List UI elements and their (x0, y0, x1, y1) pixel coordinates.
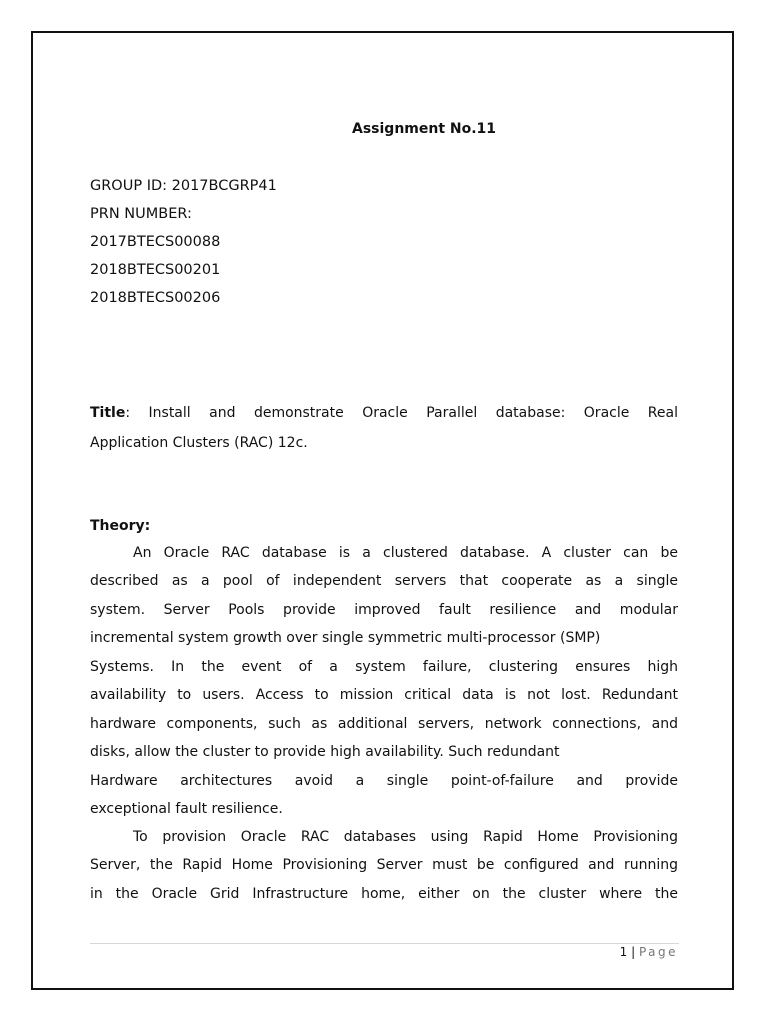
theory-line: Hardware architectures avoid a single point-of-failure and provide (90, 773, 678, 789)
theory-line: in the Oracle Grid Infrastructure home, either on the cluster where the (90, 886, 678, 902)
theory-line: hardware components, such as additional servers, network connections, and (90, 716, 678, 732)
theory-line: disks, allow the cluster to provide high availability. Such redundant (90, 744, 560, 760)
prn-number: 2018BTECS00201 (90, 262, 221, 278)
theory-line: Server, the Rapid Home Provisioning Server must be configured and running (90, 857, 678, 873)
footer-separator: | (627, 945, 639, 959)
title-line (90, 405, 678, 421)
theory-line: described as a pool of independent servers that cooperate as a single (90, 573, 678, 589)
page-border (31, 31, 734, 990)
theory-line: incremental system growth over single symmetric multi-processor (SMP) (90, 630, 601, 646)
title-label: Title (90, 405, 126, 421)
theory-line: exceptional fault resilience. (90, 801, 283, 817)
theory-line: An Oracle RAC database is a clustered database. A cluster can be (133, 545, 678, 561)
theory-line: To provision Oracle RAC databases using Rapid Home Provisioning (133, 829, 678, 845)
footer-rule (90, 943, 679, 944)
page-number: 1 (619, 945, 628, 959)
theory-line: system. Server Pools provide improved fault resilience and modular (90, 602, 678, 618)
page-footer (620, 945, 678, 959)
page-label: Page (638, 945, 678, 959)
theory-heading: Theory: (90, 518, 151, 534)
theory-line: Systems. In the event of a system failure, clustering ensures high (90, 659, 678, 675)
prn-number: 2018BTECS00206 (90, 290, 221, 306)
assignment-heading: Assignment No.11 (352, 121, 497, 137)
title-line: Application Clusters (RAC) 12c. (90, 435, 308, 451)
theory-line: availability to users. Access to mission critical data is not lost. Redundant (90, 687, 678, 703)
title-text: : Install and demonstrate Oracle Parallel database: Oracle Real (125, 405, 678, 421)
prn-number: 2017BTECS00088 (90, 234, 221, 250)
group-id: GROUP ID: 2017BCGRP41 (90, 178, 277, 194)
prn-label: PRN NUMBER: (90, 206, 192, 222)
